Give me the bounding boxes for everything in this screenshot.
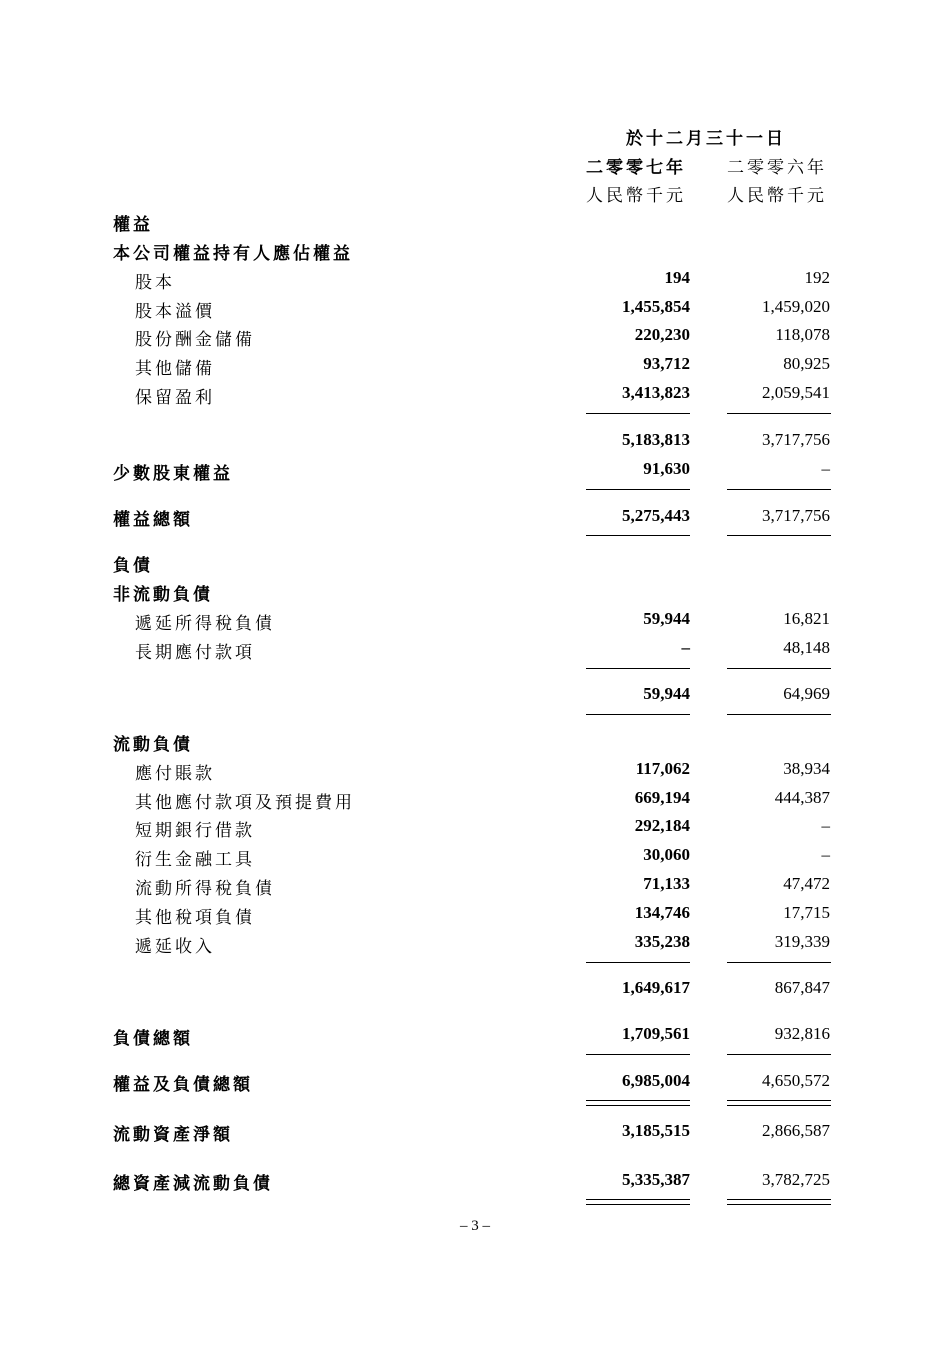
col-2007-unit: 人民幣千元 (586, 186, 686, 206)
col-2006-unit: 人民幣千元 (727, 186, 827, 206)
value-2006: 48,148 (783, 638, 830, 657)
value-2006: 38,934 (783, 759, 830, 778)
row-label: 其他應付款項及預提費用 (135, 793, 355, 813)
value-2007: 5,335,387 (622, 1170, 690, 1189)
row-label: 長期應付款項 (135, 643, 255, 663)
rule (586, 962, 690, 963)
rule (586, 535, 690, 536)
rule (727, 714, 831, 715)
double-rule (727, 1100, 831, 1101)
value-2006: 118,078 (775, 325, 830, 344)
section-total-equity-liabilities: 權益及負債總額 (113, 1075, 253, 1095)
value-2007: 1,455,854 (622, 297, 690, 316)
rule (586, 668, 690, 669)
value-2006: 2,866,587 (762, 1121, 830, 1140)
rule (727, 489, 831, 490)
value-2006: 3,782,725 (762, 1170, 830, 1189)
section-total-assets-less-cl: 總資產減流動負債 (113, 1174, 273, 1194)
value-2007: 194 (664, 268, 690, 287)
double-rule (586, 1204, 690, 1205)
value-2007: 3,413,823 (622, 383, 690, 402)
value-2006: 47,472 (783, 874, 830, 893)
section-total-equity: 權益總額 (113, 510, 193, 530)
value-2006: 1,459,020 (762, 297, 830, 316)
subtotal-2006: 3,717,756 (762, 430, 830, 449)
value-2007: 117,062 (635, 759, 690, 778)
section-non-current: 非流動負債 (113, 585, 213, 605)
col-2006-year: 二零零六年 (727, 158, 827, 178)
row-label: 其他稅項負債 (135, 908, 255, 928)
value-2007: 91,630 (643, 459, 690, 478)
date-heading: 於十二月三十一日 (626, 129, 786, 149)
value-2007: 134,746 (634, 903, 690, 922)
value-2006: 3,717,756 (762, 506, 830, 525)
double-rule (586, 1105, 690, 1106)
rule (586, 413, 690, 414)
subtotal-2007: 59,944 (643, 684, 690, 703)
section-total-liabilities: 負債總額 (113, 1029, 193, 1049)
row-label: 遞延所得稅負債 (135, 614, 275, 634)
double-rule (586, 1100, 690, 1101)
section-minority: 少數股東權益 (113, 464, 233, 484)
rule (727, 962, 831, 963)
row-label: 流動所得稅負債 (135, 879, 275, 899)
value-2007: 1,709,561 (622, 1024, 690, 1043)
value-2007: 93,712 (643, 354, 690, 373)
row-label: 股份酬金儲備 (135, 330, 255, 350)
value-2006: 17,715 (783, 903, 830, 922)
value-2006: 4,650,572 (762, 1071, 830, 1090)
double-rule (727, 1204, 831, 1205)
row-label: 其他儲備 (135, 359, 215, 379)
subtotal-2007: 5,183,813 (622, 430, 690, 449)
value-2007: 669,194 (634, 788, 690, 807)
section-net-current-assets: 流動資產淨額 (113, 1125, 233, 1145)
row-label: 股本 (135, 273, 175, 293)
rule (727, 668, 831, 669)
row-label: 應付賬款 (135, 764, 215, 784)
value-2006: – (821, 816, 830, 835)
value-2007: 6,985,004 (622, 1071, 690, 1090)
rule (586, 1054, 690, 1055)
value-2007: 3,185,515 (622, 1121, 690, 1140)
rule (586, 489, 690, 490)
subtotal-2006: 64,969 (783, 684, 830, 703)
value-2006: 319,339 (774, 932, 830, 951)
double-rule (727, 1105, 831, 1106)
double-rule (727, 1199, 831, 1200)
rule (727, 535, 831, 536)
rule (586, 714, 690, 715)
value-2007: 5,275,443 (622, 506, 690, 525)
section-current: 流動負債 (113, 735, 193, 755)
value-2007: 335,238 (634, 932, 690, 951)
value-2006: – (821, 845, 830, 864)
value-2007: – (681, 638, 690, 657)
value-2006: 80,925 (783, 354, 830, 373)
value-2006: 2,059,541 (762, 383, 830, 402)
value-2006: – (821, 459, 830, 478)
col-2007-year: 二零零七年 (586, 158, 686, 178)
value-2006: 192 (804, 268, 830, 287)
rule (727, 413, 831, 414)
rule (727, 1054, 831, 1055)
subtotal-2007: 1,649,617 (622, 978, 690, 997)
section-equity: 權益 (113, 215, 153, 235)
value-2007: 59,944 (643, 609, 690, 628)
row-label: 短期銀行借款 (135, 821, 255, 841)
value-2007: 292,184 (634, 816, 690, 835)
section-liabilities: 負債 (113, 556, 153, 576)
row-label: 保留盈利 (135, 388, 215, 408)
value-2006: 16,821 (783, 609, 830, 628)
row-label: 股本溢價 (135, 302, 215, 322)
row-label: 遞延收入 (135, 937, 215, 957)
value-2006: 444,387 (774, 788, 830, 807)
section-equity-holders: 本公司權益持有人應佔權益 (113, 244, 353, 264)
value-2006: 932,816 (774, 1024, 830, 1043)
row-label: 衍生金融工具 (135, 850, 255, 870)
subtotal-2006: 867,847 (774, 978, 830, 997)
value-2007: 30,060 (643, 845, 690, 864)
double-rule (586, 1199, 690, 1200)
value-2007: 71,133 (643, 874, 690, 893)
value-2007: 220,230 (634, 325, 690, 344)
page-number: – 3 – (460, 1218, 490, 1234)
